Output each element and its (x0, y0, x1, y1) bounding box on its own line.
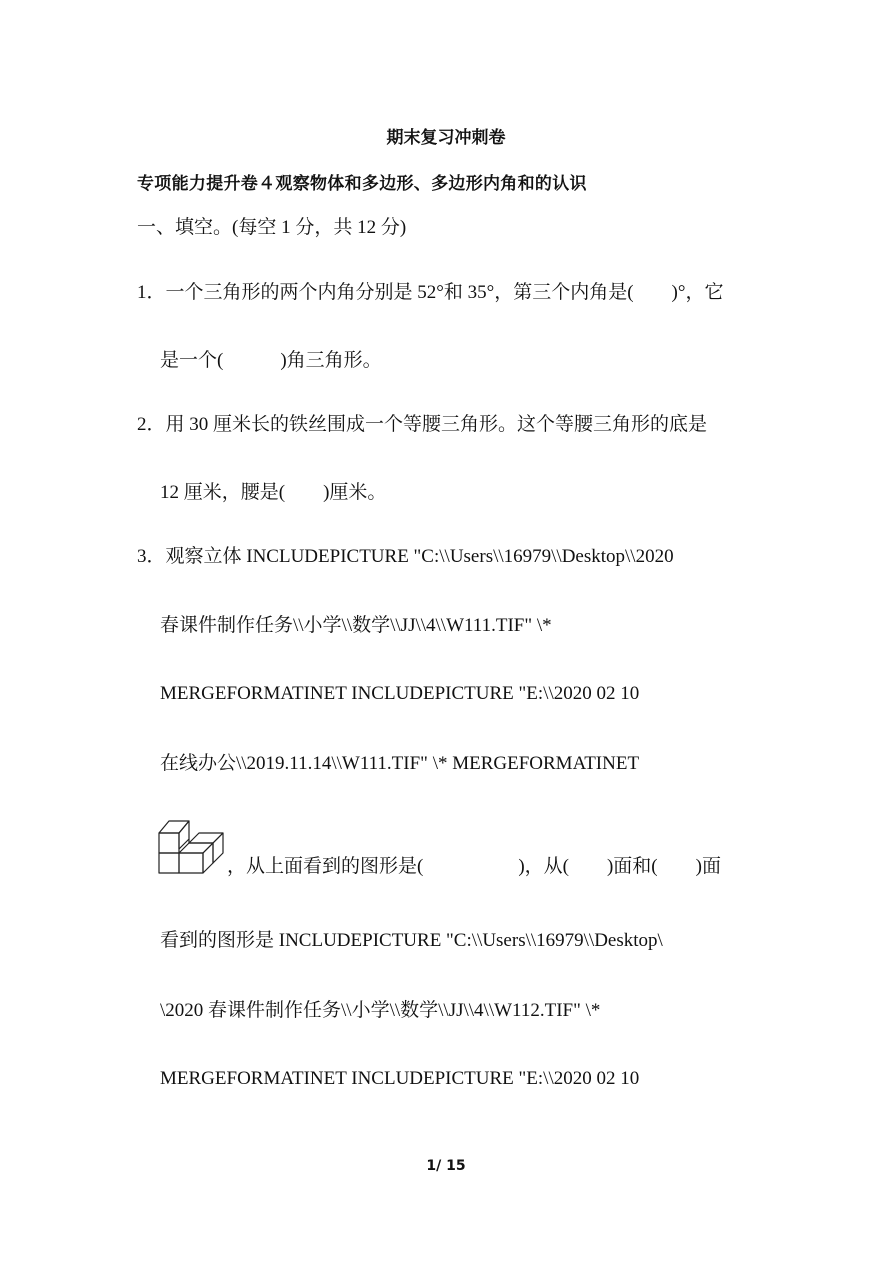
page-number: 1/ 15 (426, 1158, 466, 1174)
question-3-line-8: MERGEFORMATINET INCLUDEPICTURE "E:\\2020 02 10 (160, 1068, 640, 1089)
question-1-line-2: 是一个( )角三角形。 (160, 350, 382, 371)
question-3-line-1: 3．观察立体 INCLUDEPICTURE "C:\\Users\\16979\\Desktop\\2020 (137, 546, 674, 567)
page-title: 期末复习冲刺卷 (386, 128, 506, 148)
page-subtitle: 专项能力提升卷４观察物体和多边形、多边形内角和的认识 (137, 174, 587, 194)
stacked-cubes-figure (157, 817, 227, 875)
section-heading: 一、填空。(每空 1 分，共 12 分) (137, 217, 407, 238)
question-2-line-1: 2．用 30 厘米长的铁丝围成一个等腰三角形。这个等腰三角形的底是 (137, 414, 708, 435)
question-1-line-1: 1．一个三角形的两个内角分别是 52°和 35°，第三个内角是( )°，它 (137, 282, 724, 303)
question-3-line-6: 看到的图形是 INCLUDEPICTURE "C:\\Users\\16979\\Desktop\ (160, 930, 663, 951)
question-3-line-4: 在线办公\\2019.11.14\\W111.TIF" \* MERGEFORMATINET (160, 753, 640, 774)
question-3-line-2: 春课件制作任务\\小学\\数学\\JJ\\4\\W111.TIF" \* (160, 615, 552, 636)
question-2-line-2: 12 厘米，腰是( )厘米。 (160, 482, 387, 503)
question-3-line-3: MERGEFORMATINET INCLUDEPICTURE "E:\\2020 02 10 (160, 683, 640, 704)
question-3-line-7: \2020 春课件制作任务\\小学\\数学\\JJ\\4\\W112.TIF" \* (160, 1000, 601, 1021)
question-3-line-5: ，从上面看到的图形是( )，从( )面和( )面 (227, 856, 721, 877)
